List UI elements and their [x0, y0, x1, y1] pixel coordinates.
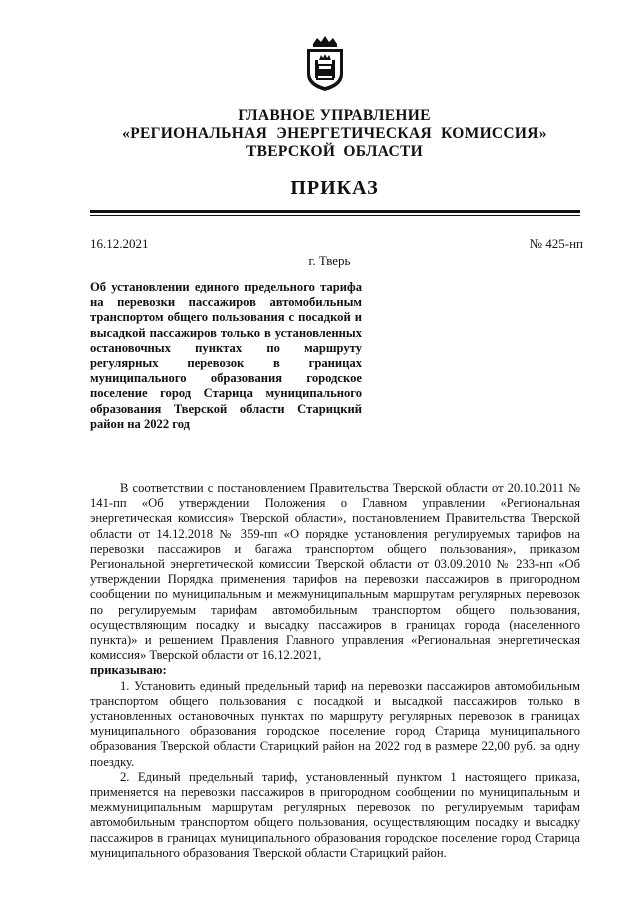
org-name-line1: ГЛАВНОЕ УПРАВЛЕНИЕ	[238, 107, 431, 124]
order-word: приказываю:	[90, 663, 167, 678]
order-item-2: 2. Единый предельный тариф, установленный пунктом 1 настоящего приказа, применяется на перевозки пассажиров в пригородном сообщении по муниципальным и межмуниципальным маршрутам регулярных перевозок по регулируемым тарифам автомобильным транспортом общего пользования, осуществляющим посадку и высадку пассажиров в границах муниципального образования городское поселение город Старица муниципального образования Тверской области Старицкий район.	[90, 769, 580, 860]
order-item-1: 1. Установить единый предельный тариф на перевозки пассажиров автомобильным транспортом общего пользования с посадкой и высадкой пассажиров только в установленных остановочных пунктах по маршруту регулярных перевозок в границах муниципального образования городское поселение город Старица муниципального образования Тверской области Старицкий район на 2022 год в размере 22,00 руб. за одну поездку.	[90, 678, 580, 769]
document-city: г. Тверь	[308, 253, 351, 268]
document-date: 16.12.2021	[90, 236, 149, 251]
org-name-line2: «РЕГИОНАЛЬНАЯ ЭНЕРГЕТИЧЕСКАЯ КОМИССИЯ»	[122, 125, 547, 142]
document-body	[90, 481, 580, 861]
document-subject: Об установлении единого предельного тарифа на перевозки пассажиров автомобильным транспортом общего пользования с посадкой и высадкой пассажиров только в установленных остановочных пунктах по маршруту регулярных перевозок в границах муниципального образования городское поселение город Старица муниципального образования Тверской области Старицкий район на 2022 год	[90, 280, 362, 431]
header-divider-thick	[90, 210, 580, 213]
org-name-line3: ТВЕРСКОЙ ОБЛАСТИ	[246, 143, 423, 160]
preamble-paragraph: В соответствии с постановлением Правительства Тверской области от 20.10.2011 № 141-пп «Об утверждении Положения о Главном управлении «Региональная энергетическая комиссия» Тверской области», постановлением Правительства Тверской области от 14.12.2018 № 359-пп «О порядке установления регулируемых тарифов на перевозки пассажиров и багажа транспортом общего пользования», приказом Региональной энергетической комиссии Тверской области от 03.09.2010 № 233-нп «Об утверждении Порядка применения тарифов на перевозки пассажиров в пригородном сообщении по муниципальным и межмуниципальным маршрутам регулярных перевозок по регулируемым тарифам автомобильным транспортом общего пользования, осуществляющим посадку и высадку пассажиров в границах города (населенного пункта)» и решением Правления Главного управления «Региональная энергетическая комиссия» Тверской области от 16.12.2021,	[90, 481, 580, 663]
document-number: № 425-нп	[529, 236, 583, 251]
header-divider-thin	[90, 215, 580, 216]
tver-coat-of-arms-icon	[303, 36, 347, 92]
document-type: ПРИКАЗ	[290, 177, 379, 199]
